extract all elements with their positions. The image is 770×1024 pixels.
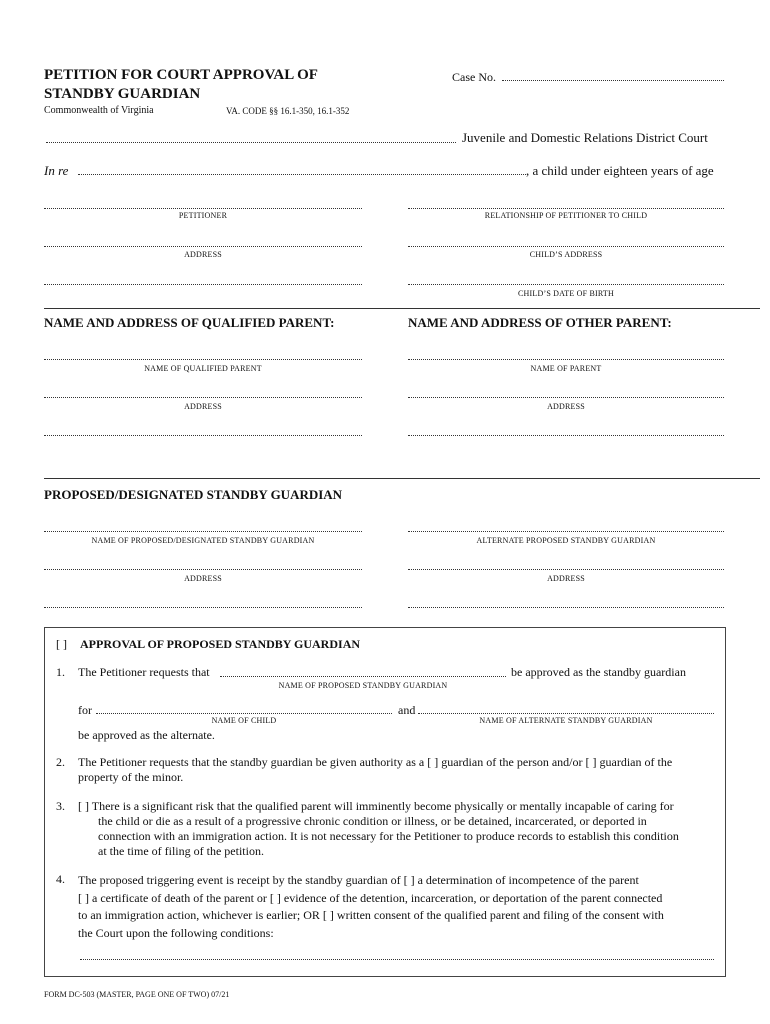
designated-guardian-name-caption: NAME OF PROPOSED/DESIGNATED STANDBY GUARDIAN [91, 536, 315, 545]
section-divider [44, 308, 760, 309]
child-address-field[interactable] [408, 246, 724, 247]
section-divider [44, 478, 760, 479]
va-code-label: VA. CODE §§ 16.1-350, 16.1-352 [226, 106, 350, 116]
other-parent-address-field[interactable] [408, 397, 724, 398]
item3-line3: connection with an immigration action. It is not necessary for the Petitioner to produce records to establish this condition [98, 829, 679, 843]
child-name-field[interactable] [78, 174, 526, 175]
alternate-guardian-approval-field[interactable] [418, 713, 714, 714]
item4-line4: the Court upon the following conditions: [78, 925, 274, 940]
qualified-parent-name-field[interactable] [44, 359, 362, 360]
designated-guardian-address-field[interactable] [44, 569, 362, 570]
form-title-line2: STANDBY GUARDIAN [44, 86, 201, 102]
item4-line1: The proposed triggering event is receipt by the standby guardian of [ ] a determination of incompetence of the parent [78, 873, 639, 887]
other-parent-address-field-2[interactable] [408, 435, 724, 436]
item4-line3: to an immigration action, whichever is earlier; OR [ ] written consent of the qualified parent and filing of the consent with [78, 908, 664, 922]
form-title [44, 66, 318, 104]
item1-text: The Petitioner requests that [78, 665, 210, 679]
item3-line1: [ ] There is a significant risk that the qualified parent will imminently become physically or mentally incapable of caring for [78, 799, 674, 813]
item4-line2: [ ] a certificate of death of the parent or [ ] evidence of the detention, incarceration, or deportation of the parent connected [78, 890, 663, 905]
designated-guardian-name-field[interactable] [44, 531, 362, 532]
alternate-guardian-approval-caption: NAME OF ALTERNATE STANDBY GUARDIAN [479, 716, 653, 725]
for-label: for [78, 703, 92, 717]
form-id: FORM DC-503 (MASTER, PAGE ONE OF TWO) 07/21 [44, 990, 230, 999]
item2-number: 2. [56, 755, 65, 769]
approved-alternate-text: be approved as the alternate. [78, 728, 215, 742]
designated-guardian-address-field-2[interactable] [44, 607, 362, 608]
child-dob-field[interactable] [408, 284, 724, 285]
item2-line2: property of the minor. [78, 770, 184, 784]
and-label: and [398, 703, 416, 717]
item3-line4: at the time of filing of the petition. [98, 844, 264, 858]
other-parent-name-caption: NAME OF PARENT [530, 364, 602, 373]
approval-header: APPROVAL OF PROPOSED STANDBY GUARDIAN [80, 637, 361, 651]
child-name-approval-caption: NAME OF CHILD [211, 716, 277, 725]
item2-line1: The Petitioner requests that the standby guardian be given authority as a [ ] guardian of the person and/or [ ] guardian of the [78, 755, 673, 769]
child-name-approval-field[interactable] [96, 713, 392, 714]
item1-number: 1. [56, 665, 65, 679]
conditions-field[interactable] [80, 959, 714, 960]
item1-tail: be approved as the standby guardian [511, 665, 686, 679]
item3-number: 3. [56, 799, 65, 813]
alternate-guardian-address-field[interactable] [408, 569, 724, 570]
child-address-caption: CHILD’S ADDRESS [529, 250, 603, 259]
qualified-parent-header: NAME AND ADDRESS OF QUALIFIED PARENT: [44, 315, 335, 330]
other-parent-address-caption: ADDRESS [547, 402, 585, 411]
proposed-guardian-field[interactable] [220, 676, 506, 677]
petitioner-address-caption: ADDRESS [184, 250, 222, 259]
qualified-parent-name-caption: NAME OF QUALIFIED PARENT [144, 364, 262, 373]
court-label: Juvenile and Domestic Relations District Court [462, 130, 708, 145]
item4-number: 4. [56, 872, 65, 886]
item2-text [78, 755, 720, 785]
case-no-label: Case No. [452, 70, 496, 84]
court-name-field[interactable] [46, 142, 456, 143]
relationship-field[interactable] [408, 208, 724, 209]
in-re-label: In re [44, 163, 69, 178]
form-title-line1: PETITION FOR COURT APPROVAL OF [44, 67, 318, 83]
designated-guardian-address-caption: ADDRESS [184, 574, 222, 583]
relationship-caption: RELATIONSHIP OF PETITIONER TO CHILD [484, 211, 648, 220]
alternate-guardian-name-caption: ALTERNATE PROPOSED STANDBY GUARDIAN [476, 536, 656, 545]
guardian-header: PROPOSED/DESIGNATED STANDBY GUARDIAN [44, 487, 343, 502]
alternate-guardian-address-caption: ADDRESS [547, 574, 585, 583]
case-no-field[interactable] [502, 80, 724, 81]
petitioner-address-field-2[interactable] [44, 284, 362, 285]
item3-line2: the child or die as a result of a progressive chronic condition or illness, or be detained, incarcerated, or deported in [98, 814, 647, 828]
commonwealth-label: Commonwealth of Virginia [44, 105, 154, 116]
qualified-parent-address-caption: ADDRESS [184, 402, 222, 411]
petitioner-address-field[interactable] [44, 246, 362, 247]
alternate-guardian-address-field-2[interactable] [408, 607, 724, 608]
proposed-guardian-caption: NAME OF PROPOSED STANDBY GUARDIAN [278, 681, 448, 690]
child-age-text: , a child under eighteen years of age [526, 163, 714, 178]
petitioner-caption: PETITIONER [178, 211, 228, 220]
child-dob-caption: CHILD’S DATE OF BIRTH [518, 289, 614, 298]
petitioner-field[interactable] [44, 208, 362, 209]
qualified-parent-address-field-2[interactable] [44, 435, 362, 436]
other-parent-name-field[interactable] [408, 359, 724, 360]
qualified-parent-address-field[interactable] [44, 397, 362, 398]
approval-checkbox[interactable]: [ ] [56, 637, 67, 651]
other-parent-header: NAME AND ADDRESS OF OTHER PARENT: [408, 315, 672, 330]
alternate-guardian-name-field[interactable] [408, 531, 724, 532]
item4-text [78, 872, 720, 942]
item3-text [78, 799, 720, 859]
